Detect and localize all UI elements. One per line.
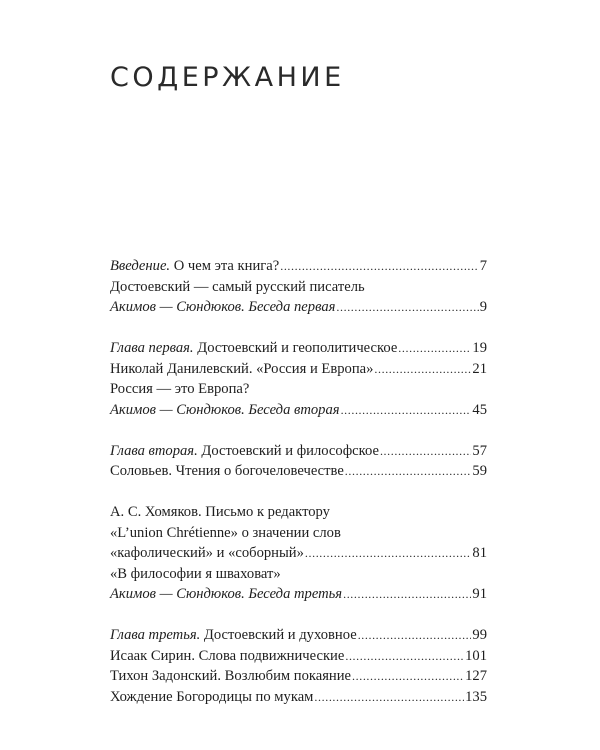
toc-entry-text: А. С. Хомяков. Письмо к редактору	[110, 504, 330, 520]
toc-entry-title	[110, 564, 281, 585]
toc-entry-title	[110, 666, 351, 687]
toc-entry-title	[110, 523, 341, 544]
toc-page-number: 21	[472, 360, 487, 377]
toc-page-number: 45	[472, 401, 487, 418]
toc-entry-title	[110, 277, 365, 298]
toc-entry[interactable]	[110, 523, 487, 544]
dot-leader	[343, 584, 471, 605]
toc-entry[interactable]	[110, 502, 487, 523]
toc-entry-text: Достоевский и духовное	[200, 627, 357, 643]
dot-leader	[314, 687, 464, 708]
toc-entry-title	[110, 646, 344, 667]
dot-leader	[336, 297, 478, 318]
toc-entry-title	[110, 338, 397, 359]
dot-leader	[341, 400, 472, 421]
toc-section	[110, 625, 487, 707]
toc-entry-title	[110, 543, 304, 564]
toc-entry-title	[110, 441, 379, 462]
toc-page-number: 81	[472, 545, 487, 561]
toc-entry[interactable]	[110, 256, 487, 277]
toc-entry-title	[110, 584, 342, 605]
toc-entry-title	[110, 400, 340, 421]
toc-entry-title	[110, 297, 335, 318]
toc-section	[110, 502, 487, 605]
toc-entry-title	[110, 359, 373, 380]
toc-entry-title	[110, 625, 357, 646]
toc-entry[interactable]	[110, 687, 487, 708]
toc-section	[110, 338, 487, 420]
toc-page-number: 59	[472, 463, 487, 479]
toc-entry-italic: Глава вторая.	[110, 442, 198, 459]
toc-entry[interactable]	[110, 584, 487, 605]
dot-leader	[345, 646, 464, 667]
toc-entry-text: Тихон Задонский. Возлюбим покаяние	[110, 668, 352, 684]
dot-leader	[374, 359, 471, 380]
toc-entry-title	[110, 502, 330, 523]
toc-entry[interactable]	[110, 564, 487, 585]
toc-page-number: 7	[479, 258, 487, 274]
toc-entry[interactable]	[110, 400, 487, 421]
page-title: СОДЕРЖАНИЕ	[110, 62, 345, 93]
toc-entry[interactable]	[110, 338, 487, 359]
dot-leader	[352, 666, 464, 687]
toc-entry-italic: Введение.	[110, 258, 171, 274]
toc-entry-text: Хождение Богородицы по мукам	[110, 688, 314, 705]
dot-leader	[345, 461, 472, 482]
toc-page-number: 101	[465, 647, 487, 664]
toc-entry-text: Исаак Сирин. Слова подвижнические	[110, 647, 345, 664]
toc-entry[interactable]	[110, 646, 487, 667]
toc-entry[interactable]	[110, 666, 487, 687]
toc-entry-italic: Акимов — Сюндюков. Беседа вторая	[110, 401, 340, 418]
toc-page-number: 19	[472, 340, 487, 356]
dot-leader	[358, 625, 472, 646]
toc-entry[interactable]	[110, 543, 487, 564]
toc-entry[interactable]	[110, 625, 487, 646]
toc-entry-italic: Глава третья.	[110, 627, 201, 643]
toc-page-number: 127	[465, 668, 487, 684]
toc-entry-text: «кафолический» и «соборный»	[110, 545, 304, 561]
toc-entry-italic: Глава первая.	[110, 340, 194, 356]
toc-entry-text: «В философии я шваховат»	[110, 565, 281, 582]
toc-section	[110, 256, 487, 318]
toc-page-number: 9	[479, 299, 487, 315]
toc-entry-italic: Акимов — Сюндюков. Беседа третья	[110, 586, 343, 602]
toc-entry[interactable]	[110, 461, 487, 482]
toc-entry-title	[110, 461, 344, 482]
toc-page-number: 99	[472, 627, 487, 643]
toc-entry-text: Достоевский и геополитическое	[193, 340, 398, 356]
toc-entry-text: Соловьев. Чтения о богочеловечестве	[110, 463, 344, 479]
toc-entry-text: Николай Данилевский. «Россия и Европа»	[110, 360, 374, 377]
toc-entry[interactable]	[110, 297, 487, 318]
toc-entry-text: Россия — это Европа?	[110, 381, 250, 397]
toc-entry-text: Достоевский — самый русский писатель	[110, 278, 365, 295]
toc-entry-italic: Акимов — Сюндюков. Беседа первая	[110, 299, 336, 315]
toc-entry[interactable]	[110, 379, 487, 400]
dot-leader	[398, 338, 471, 359]
table-of-contents	[110, 256, 487, 728]
toc-entry[interactable]	[110, 277, 487, 298]
toc-page-number: 57	[472, 442, 487, 459]
toc-entry-title	[110, 687, 313, 708]
toc-entry[interactable]	[110, 359, 487, 380]
toc-entry-title	[110, 379, 249, 400]
toc-entry-text: О чем эта книга?	[170, 258, 280, 274]
toc-entry-title	[110, 256, 279, 277]
toc-entry-text: Достоевский и философское	[197, 442, 379, 459]
toc-entry[interactable]	[110, 441, 487, 462]
toc-entry-text: «L’union Chrétienne» о значении слов	[110, 524, 341, 541]
dot-leader	[305, 543, 472, 564]
toc-section	[110, 441, 487, 482]
dot-leader	[380, 441, 471, 462]
toc-page-number: 91	[472, 586, 487, 602]
dot-leader	[280, 256, 478, 277]
toc-page-number: 135	[465, 688, 487, 705]
